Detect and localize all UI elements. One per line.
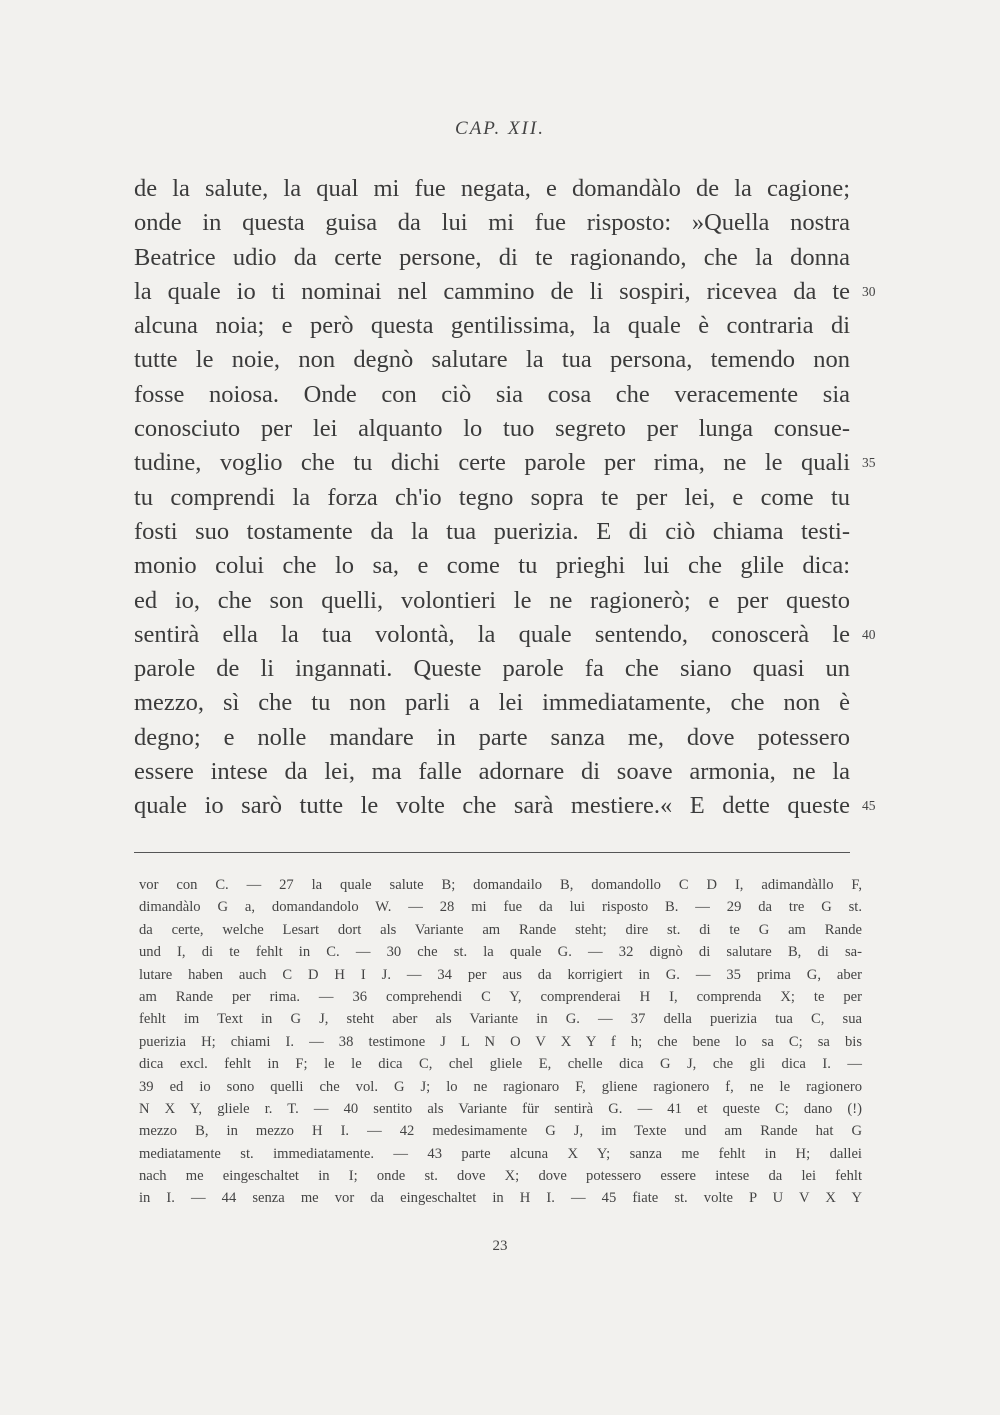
text-line: essere intese da lei, ma falle adornare di soave armonia, ne la <box>134 758 850 786</box>
note-line: N X Y, gliele r. T. — 40 sentito als Variante für sentirà G. — 41 et queste C; dano (!) <box>139 1100 862 1117</box>
text-line: fosti suo tostamente da la tua puerizia. E di ciò chiama testi- <box>134 517 850 545</box>
chapter-header: CAP. XII. <box>455 118 545 139</box>
note-line: und I, di te fehlt in C. — 30 che st. la quale G. — 32 dignò di salutare B, di sa- <box>139 944 862 961</box>
text-line: degno; e nolle mandare in parte sanza me, dove potessero <box>134 723 850 751</box>
critical-apparatus <box>139 874 862 1210</box>
page-number: 23 <box>492 1238 508 1254</box>
text-line: Beatrice udio da certe persone, di te ragionando, che la donna <box>134 243 850 271</box>
note-line: dica excl. fehlt in F; le le dica C, chel gliele E, chelle dica G J, che gli dica I. — <box>139 1056 862 1073</box>
text-line: sentirà ella la tua volontà, la quale sentendo, conoscerà le <box>134 620 850 648</box>
note-line: da certe, welche Lesart dort als Variante am Rande steht; dire st. di te G am Rande <box>139 921 862 938</box>
note-line: puerizia H; chiami I. — 38 testimone J L N O V X Y f h; che bene lo sa C; sa bis <box>139 1033 862 1050</box>
main-text-block <box>134 172 850 824</box>
text-line: parole de li ingannati. Queste parole fa che siano quasi un <box>134 655 850 683</box>
note-line: vor con C. — 27 la quale salute B; domandailo B, domandollo C D I, adimandàllo F, <box>139 877 862 893</box>
note-line: 39 ed io sono quelli che vol. G J; lo ne ragionaro F, gliene ragionero f, ne le ragionero <box>139 1078 862 1095</box>
text-line: tudine, voglio che tu dichi certe parole per rima, ne le quali <box>134 449 850 477</box>
note-line: fehlt im Text in G J, steht aber als Variante in G. — 37 della puerizia tua C, sua <box>139 1011 862 1028</box>
note-line: lutare haben auch C D H I J. — 34 per aus da korrigiert in G. — 35 prima G, aber <box>139 966 862 983</box>
line-number: 40 <box>862 626 876 642</box>
text-line: de la salute, la qual mi fue negata, e domandàlo de la cagione; <box>134 175 850 202</box>
text-line: tu comprendi la forza ch'io tegno sopra te per lei, e come tu <box>134 483 850 511</box>
note-line: nach me eingeschaltet in I; onde st. dove X; dove potessero essere intese da lei fehlt <box>139 1168 862 1185</box>
text-line: fosse noiosa. Onde con ciò sia cosa che veracemente sia <box>134 380 850 408</box>
line-number: 30 <box>862 283 876 299</box>
text-line: la quale io ti nominai nel cammino de li sospiri, ricevea da te <box>134 277 850 305</box>
note-line: in I. — 44 senza me vor da eingeschaltet in H I. — 45 fiate st. volte P U V X Y <box>139 1190 862 1207</box>
line-number: 35 <box>862 455 876 471</box>
line-number: 45 <box>862 798 876 814</box>
note-line: mezzo B, in mezzo H I. — 42 medesimamente G J, im Texte und am Rande hat G <box>139 1123 862 1140</box>
text-line: conosciuto per lei alquanto lo tuo segreto per lunga consue- <box>134 415 850 443</box>
note-line: mediatamente st. immediatamente. — 43 parte alcuna X Y; sanza me fehlt in H; dallei <box>139 1145 862 1162</box>
note-line: am Rande per rima. — 36 comprehendi C Y, comprenderai H I, comprenda X; te per <box>139 988 862 1005</box>
text-line: mezzo, sì che tu non parli a lei immediatamente, che non è <box>134 689 850 717</box>
text-line: onde in questa guisa da lui mi fue risposto: »Quella nostra <box>134 209 850 237</box>
note-line: dimandàlo G a, domandandolo W. — 28 mi fue da lui risposto B. — 29 da tre G st. <box>139 899 862 916</box>
text-line: tutte le noie, non degnò salutare la tua persona, temendo non <box>134 346 850 374</box>
text-line: alcuna noia; e però questa gentilissima, la quale è contraria di <box>134 312 850 340</box>
text-line: quale io sarò tutte le volte che sarà mestiere.« E dette queste <box>134 792 850 820</box>
text-line: ed io, che son quelli, volontieri le ne ragionerò; e per questo <box>134 586 850 614</box>
footnote-divider <box>134 852 850 853</box>
text-line: monio colui che lo sa, e come tu prieghi lui che glile dica: <box>134 552 850 580</box>
